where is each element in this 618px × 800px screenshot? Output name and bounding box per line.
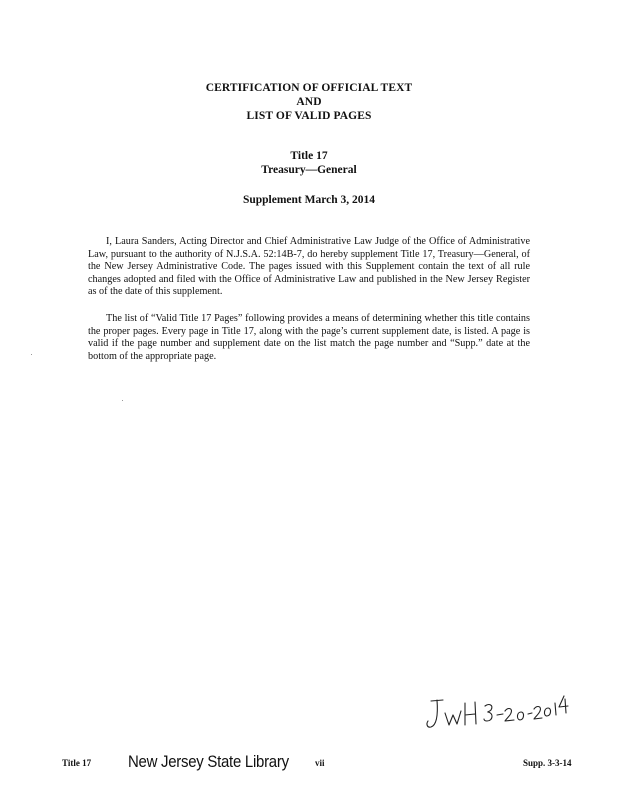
title-name: Treasury—General — [261, 164, 357, 176]
footer-page-number: vii — [315, 758, 325, 768]
scan-speck — [31, 354, 32, 355]
paragraph-1-text: I, Laura Sanders, Acting Director and Chief Administrative Law Judge of the Office of Administrative Law, pursuant to the authority of N.J.S.A. 52:14B-7, do hereby supplement Title 17, Treasury—General, of the New Jersey Administrative Code. The pages issued with this Supplement contain the text of all rule changes adopted and filed with the Office of Administrative Law and published in the New Jersey Register as of the date of this supplement. — [88, 236, 530, 298]
heading-line-3: LIST OF VALID PAGES — [246, 110, 372, 122]
heading-line-2: AND — [296, 96, 322, 108]
footer-supplement: Supp. 3-3-14 — [523, 758, 572, 768]
certification-heading — [0, 81, 618, 123]
page-footer — [0, 752, 618, 776]
footer-title: Title 17 — [62, 758, 92, 768]
title-block — [0, 149, 618, 177]
valid-pages-paragraph — [88, 313, 530, 363]
supplement-date: Supplement March 3, 2014 — [242, 194, 376, 206]
handwritten-initials-signature — [425, 691, 570, 741]
title-number: Title 17 — [290, 150, 328, 162]
heading-line-1: CERTIFICATION OF OFFICIAL TEXT — [205, 82, 413, 94]
library-stamp: New Jersey State Library — [128, 752, 289, 771]
certification-paragraph — [88, 236, 530, 299]
paragraph-2-text: The list of “Valid Title 17 Pages” following provides a means of determining whether this title contains the proper pages. Every page in Title 17, along with the page’s current supplement date, is listed. A page is valid if the page number and supplement date on the list match the page number and “Supp.” date at the bottom of the appropriate page. — [88, 313, 530, 362]
scan-speck — [122, 400, 123, 401]
